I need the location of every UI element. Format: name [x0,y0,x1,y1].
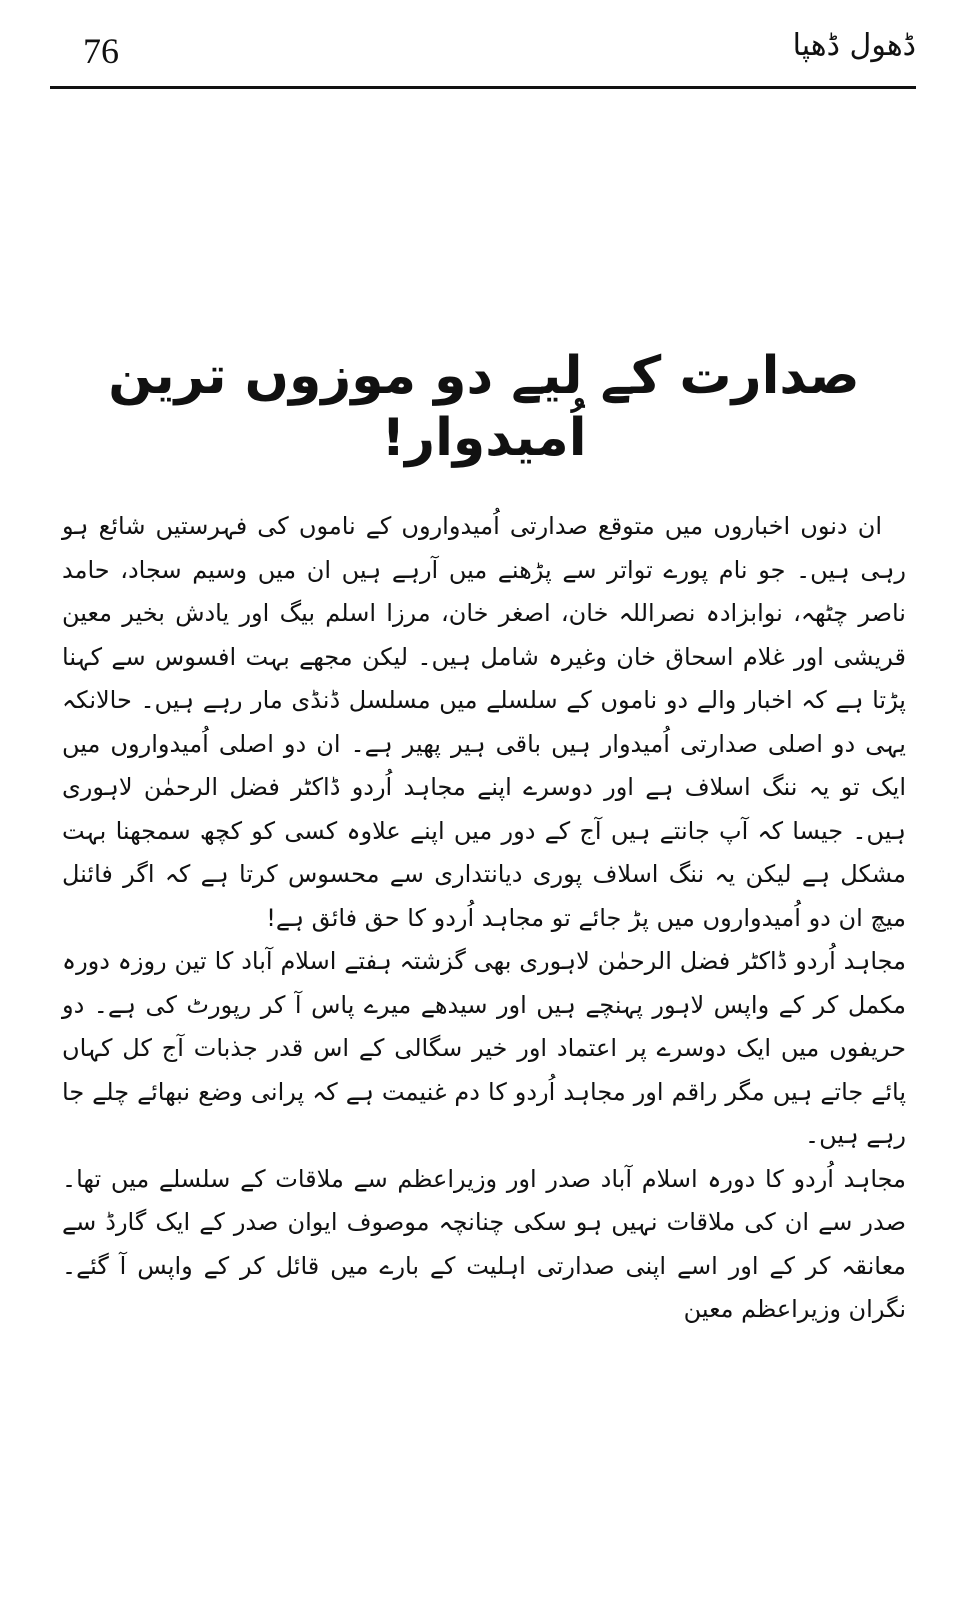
paragraph: ان دنوں اخباروں میں متوقع صدارتی اُمیدواروں کے ناموں کی فہرستیں شائع ہو رہی ہیں۔ جو نام پورے تواتر سے پڑھنے میں آرہے ہیں ان میں وسیم سجاد، حامد ناصر چٹھہ، نوابزادہ نصراللہ خان، اصغر خان، مرزا اسلم بیگ اور یادش بخیر معین قریشی اور غلام اسحاق خان وغیرہ شامل ہیں۔ لیکن مجھے بہت افسوس سے کہنا پڑتا ہے کہ اخبار والے دو ناموں کے سلسلے میں مسلسل ڈنڈی مار رہے ہیں۔ حالانکہ یہی دو اصلی صدارتی اُمیدوار ہیں باقی ہیر پھیر ہے۔ ان دو اصلی اُمیدواروں میں ایک تو یہ ننگ اسلاف ہے اور دوسرے اپنے مجاہد اُردو ڈاکٹر فضل الرحمٰن لاہوری ہیں۔ جیسا کہ آپ جانتے ہیں آج کے دور میں اپنے علاوہ کسی کو کچھ سمجھنا بہت مشکل ہے لیکن یہ ننگ اسلاف پوری دیانتداری سے محسوس کرتا ہے کہ اگر فائنل میچ ان دو اُمیدواروں میں پڑ جائے تو مجاہد اُردو کا حق فائق ہے! [62,512,906,932]
page-number: 76 [83,31,119,71]
running-title: ڈھول ڈھپا [792,28,916,63]
paragraph: مجاہد اُردو کا دورہ اسلام آباد صدر اور وزیراعظم سے ملاقات کے سلسلے میں تھا۔ صدر سے ان کی ملاقات نہیں ہو سکی چنانچہ موصوف ایوان صدر کے ایک گارڈ سے معانقہ کر کے اور اسے اپنی صدارتی اہلیت کے بارے میں قائل کر کے واپس آ گئے۔ نگران وزیراعظم معین [62,1164,906,1323]
page-header [50,22,916,92]
paragraph: مجاہد اُردو ڈاکٹر فضل الرحمٰن لاہوری بھی گزشتہ ہفتے اسلام آباد کا تین روزہ دورہ مکمل کر کے واپس لاہور پہنچے ہیں اور سیدھے میرے پاس آ کر رپورٹ کی ہے۔ دو حریفوں میں ایک دوسرے پر اعتماد اور خیر سگالی کے اس قدر جذبات آج کل کہاں پائے جاتے ہیں مگر راقم اور مجاہد اُردو کا دم غنیمت ہے کہ پرانی وضع نبھائے چلے جا رہے ہیں۔ [62,947,906,1149]
header-rule [50,86,916,89]
article-body [62,505,906,1332]
article-title: صدارت کے لیے دو موزوں ترین اُمیدوار! [108,345,860,469]
